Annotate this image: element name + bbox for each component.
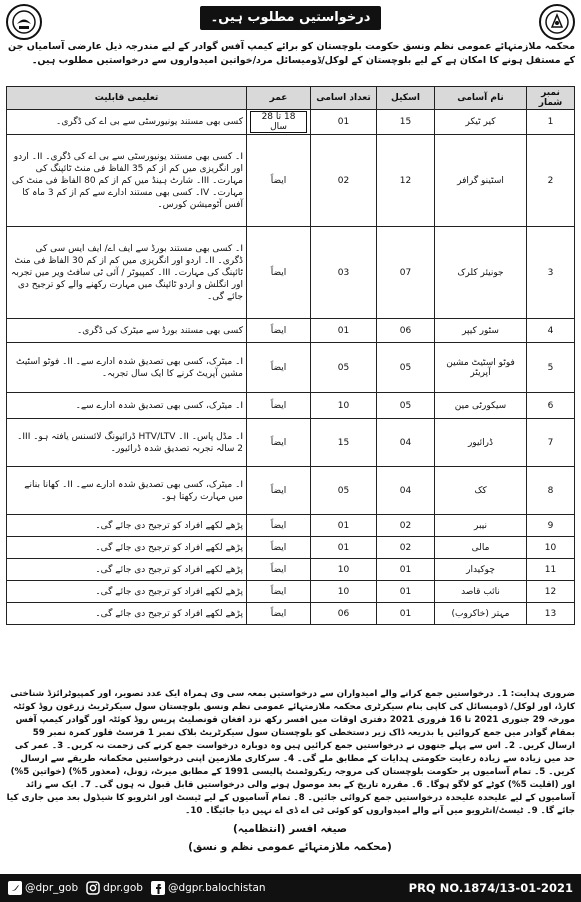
facebook-icon (151, 881, 165, 895)
cell-scale: 04 (377, 419, 435, 467)
table-row (7, 537, 575, 559)
cell-count: 01 (311, 110, 377, 135)
cell-age: ایضاً (247, 537, 311, 559)
cell-qualification: I۔ میٹرک، کسی بھی تصدیق شدہ ادارے سے۔ II۔ کھانا بنانے میں مہارت رکھتا ہو۔ (7, 467, 247, 515)
facebook-handle[interactable] (151, 881, 266, 895)
cell-qualification: کسی بھی مستند یونیورسٹی سے بی اے کی ڈگری۔ (7, 110, 247, 135)
cell-scale: 15 (377, 110, 435, 135)
cell-post: اسٹینو گرافر (435, 135, 527, 227)
table-row (7, 603, 575, 625)
cell-serial: 7 (527, 419, 575, 467)
cell-count: 01 (311, 515, 377, 537)
cell-scale: 04 (377, 467, 435, 515)
cell-count: 01 (311, 537, 377, 559)
cell-post: ڈرائیور (435, 419, 527, 467)
cell-qualification: I۔ کسی بھی مستند یونیورسٹی سے بی اے کی ڈگری۔ II۔ اردو اور انگریزی میں کم از کم 35 الفاظ فی منٹ ٹائپنگ کی مہارت۔ III۔ شارٹ ہینڈ میں کم از کم 80 الفاظ فی منٹ کی مہارت۔ IV۔ کسی بھی مستند ادارے سے کم از کم 3 ماہ کا آفس آٹومیشن کورس۔ (7, 135, 247, 227)
cell-serial: 5 (527, 343, 575, 393)
signature-department: (محکمہ ملازمتہائے عمومی نظم و نسق) (188, 841, 392, 853)
table-row (7, 343, 575, 393)
cell-count: 10 (311, 559, 377, 581)
cell-serial: 3 (527, 227, 575, 319)
cell-count: 10 (311, 581, 377, 603)
table-row (7, 110, 575, 135)
header (0, 0, 581, 44)
table-row (7, 467, 575, 515)
cell-post: نیبر (435, 515, 527, 537)
vacancy-table (6, 86, 575, 625)
cell-scale: 01 (377, 559, 435, 581)
cell-scale: 01 (377, 581, 435, 603)
cell-scale: 05 (377, 393, 435, 419)
facebook-handle-text: @dgpr.balochistan (167, 882, 266, 894)
cell-post: کیر ٹیکر (435, 110, 527, 135)
cell-qualification: پڑھے لکھے افراد کو ترجیح دی جائے گی۔ (7, 559, 247, 581)
cell-post: مالی (435, 537, 527, 559)
emblem-icon (11, 9, 37, 35)
table-row (7, 393, 575, 419)
cell-scale: 12 (377, 135, 435, 227)
signature-block (150, 820, 430, 856)
cell-post: سیکورٹی مین (435, 393, 527, 419)
cell-scale: 02 (377, 515, 435, 537)
cell-qualification: پڑھے لکھے افراد کو ترجیح دی جائے گی۔ (7, 515, 247, 537)
reference-number: PRQ NO.1874/13-01-2021 (408, 881, 573, 895)
cell-qualification: کسی بھی مستند بورڈ سے میٹرک کی ڈگری۔ (7, 319, 247, 343)
cell-age: ایضاً (247, 135, 311, 227)
cell-qualification: پڑھے لکھے افراد کو ترجیح دی جائے گی۔ (7, 603, 247, 625)
cell-qualification: I۔ میٹرک، کسی بھی تصدیق شدہ ادارے سے۔ II۔ فوٹو اسٹیٹ مشین آپریٹ کرنے کا ایک سال تجربہ۔ (7, 343, 247, 393)
cell-scale: 06 (377, 319, 435, 343)
cell-qualification: I۔ میٹرک، کسی بھی تصدیق شدہ ادارے سے۔ (7, 393, 247, 419)
cell-scale: 02 (377, 537, 435, 559)
cell-age: ایضاً (247, 319, 311, 343)
cell-age (247, 110, 311, 135)
cell-age: ایضاً (247, 393, 311, 419)
table-row (7, 227, 575, 319)
table-row (7, 581, 575, 603)
cell-count: 05 (311, 467, 377, 515)
cell-serial: 11 (527, 559, 575, 581)
cell-serial: 6 (527, 393, 575, 419)
cell-age: ایضاً (247, 343, 311, 393)
header-post: نام آسامی (435, 87, 527, 110)
seal-icon (544, 9, 570, 35)
cell-serial: 8 (527, 467, 575, 515)
footer-bar (0, 874, 581, 902)
department-logo-right (539, 4, 575, 40)
cell-count: 02 (311, 135, 377, 227)
cell-post: کک (435, 467, 527, 515)
intro-paragraph: محکمہ ملازمتہائے عمومی نظم ونسق حکومت بلوچستان کو برائے کیمپ آفس گوادر کے لیے مندرجہ ذیل عارضی آسامیاں جن کے مستقل ہونے کا امکان ہے کے لیے بلوچستان کے لوکل/ڈومیسائل مرد/خواتین امیدواروں سے درخواستیں مطلوب ہیں۔ (8, 41, 575, 66)
instagram-handle-text: dpr.gob (103, 882, 143, 894)
header-count: تعداد اسامی (311, 87, 377, 110)
table-row (7, 515, 575, 537)
page-title: درخواستیں مطلوب ہیں۔ (200, 6, 381, 30)
cell-qualification: I۔ کسی بھی مستند بورڈ سے ایف اے/ ایف ایس سی کی ڈگری۔ II۔ اردو اور انگریزی میں کم از کم 30 الفاظ فی منٹ ٹائپنگ کی مہارت۔ III۔ کمپیوٹر / آئی ٹی سافٹ ویر میں تجربہ اور انگلش و اردو ٹائپنگ میں مہارت رکھنے والے کو ترجیح دی جائے گی۔ (7, 227, 247, 319)
cell-scale: 01 (377, 603, 435, 625)
cell-post: فوٹو اسٹیٹ مشین آپریٹر (435, 343, 527, 393)
twitter-handle[interactable] (8, 881, 78, 895)
header-age: عمر (247, 87, 311, 110)
header-serial: نمبر شمار (527, 87, 575, 110)
table-header-row (7, 87, 575, 110)
cell-post: سٹور کیپر (435, 319, 527, 343)
cell-count: 10 (311, 393, 377, 419)
cell-serial: 1 (527, 110, 575, 135)
header-scale: اسکیل (377, 87, 435, 110)
cell-age: ایضاً (247, 419, 311, 467)
instagram-icon (86, 881, 100, 895)
cell-qualification: پڑھے لکھے افراد کو ترجیح دی جائے گی۔ (7, 581, 247, 603)
cell-post: مہتر (خاکروب) (435, 603, 527, 625)
cell-count: 03 (311, 227, 377, 319)
cell-count: 06 (311, 603, 377, 625)
table-row (7, 319, 575, 343)
signature-title: صیغہ افسر (انتظامیہ) (232, 823, 348, 835)
cell-serial: 12 (527, 581, 575, 603)
cell-age: ایضاً (247, 581, 311, 603)
header-qualification: تعلیمی قابلیت (7, 87, 247, 110)
cell-age: ایضاً (247, 467, 311, 515)
government-logo-left (6, 4, 42, 40)
cell-count: 01 (311, 319, 377, 343)
cell-qualification: پڑھے لکھے افراد کو ترجیح دی جائے گی۔ (7, 537, 247, 559)
age-range: 18 تا 28 سال (250, 111, 307, 133)
cell-serial: 13 (527, 603, 575, 625)
cell-post: چوکیدار (435, 559, 527, 581)
cell-age: ایضاً (247, 515, 311, 537)
instagram-handle[interactable] (86, 881, 143, 895)
twitter-icon (8, 881, 22, 895)
cell-post: جونیئر کلرک (435, 227, 527, 319)
cell-count: 05 (311, 343, 377, 393)
cell-post: نائب قاصد (435, 581, 527, 603)
cell-count: 15 (311, 419, 377, 467)
cell-scale: 05 (377, 343, 435, 393)
instructions-paragraph: ضروری ہدایت: 1۔ درخواستیں جمع کرانے والے امیدواران سے درخواستیں بمعہ سی وی ہمراہ ایک عدد تصویر، اور کمپیوٹرائزڈ شناختی کارڈ، اور لوکل/ ڈومیسائل کی کاپی بنام سیکرٹری محکمہ ملازمتہائے عمومی نظم ونسق بلوچستان سول سیکرٹریٹ زرغون روڈ کوئٹہ مورخہ 29 جنوری 2021 تا 16 فروری 2021 دفتری اوقات میں افسر رکھ نزد افغان قونصلیٹ پریس روڈ کوئٹہ اور گوادر کیمپ آفس بمقام گوادر میں جمع کروائیں یا بذریعہ ڈاک زیر دستخطی کو بلوچستان سول سیکرٹریٹ بلاک نمبر 1 فرسٹ فلور کمرہ نمبر 59 ارسال کریں۔ 2۔ اس سے پہلے جنھوں نے درخواستیں جمع کرائیں ہیں وہ دوبارہ درخواست جمع کرنے کی زحمت نہ کریں۔ 3۔ عمر کی حد میں زیادہ سے زیادہ رعایت حکومتی ہدایات کے مطابق ملے گی۔ 4۔ سرکاری ملازمین اپنی درخواستیں محکمانہ طریقے سے ارسال کریں۔ 5۔ تمام آسامیوں پر حکومت بلوچستان کی مروجہ ریکروٹمنٹ پالیسی 1991 کے مطابق میرٹ، زونل، (معذور 5%) (خواتین 5%) اور (اقلیت 5%) کوٹے کو لاگو ہوگا۔ 6۔ مقررہ تاریخ کے بعد موصول ہونے والی درخواستیں قابل قبول نہ ہوں گی۔ 7۔ ایک سے زائد آسامیوں کے لیے علیحدہ علیحدہ درخواستیں جمع کروائی جائیں۔ 8۔ تمام آسامیوں کے لیے ٹیسٹ اور انٹرویو کا شیڈول بعد میں جاری کیا جائے گا۔ 9۔ ٹیسٹ/انٹرویو میں آنے والے امیدواروں کو کوئی ٹی اے ڈی اے نہیں دیا جائیگا۔ 10۔ (6, 689, 575, 816)
twitter-handle-text: @dpr_gob (25, 882, 79, 894)
cell-serial: 9 (527, 515, 575, 537)
cell-serial: 2 (527, 135, 575, 227)
cell-age: ایضاً (247, 227, 311, 319)
table-row (7, 135, 575, 227)
cell-serial: 10 (527, 537, 575, 559)
cell-scale: 07 (377, 227, 435, 319)
cell-serial: 4 (527, 319, 575, 343)
table-row (7, 559, 575, 581)
cell-qualification: I۔ مڈل پاس۔ II۔ HTV/LTV ڈرائیونگ لائسنس یافتہ ہو۔ III۔ 2 سالہ تجربہ تصدیق شدہ ڈرائیور۔ (7, 419, 247, 467)
table-row (7, 419, 575, 467)
cell-age: ایضاً (247, 559, 311, 581)
cell-age: ایضاً (247, 603, 311, 625)
